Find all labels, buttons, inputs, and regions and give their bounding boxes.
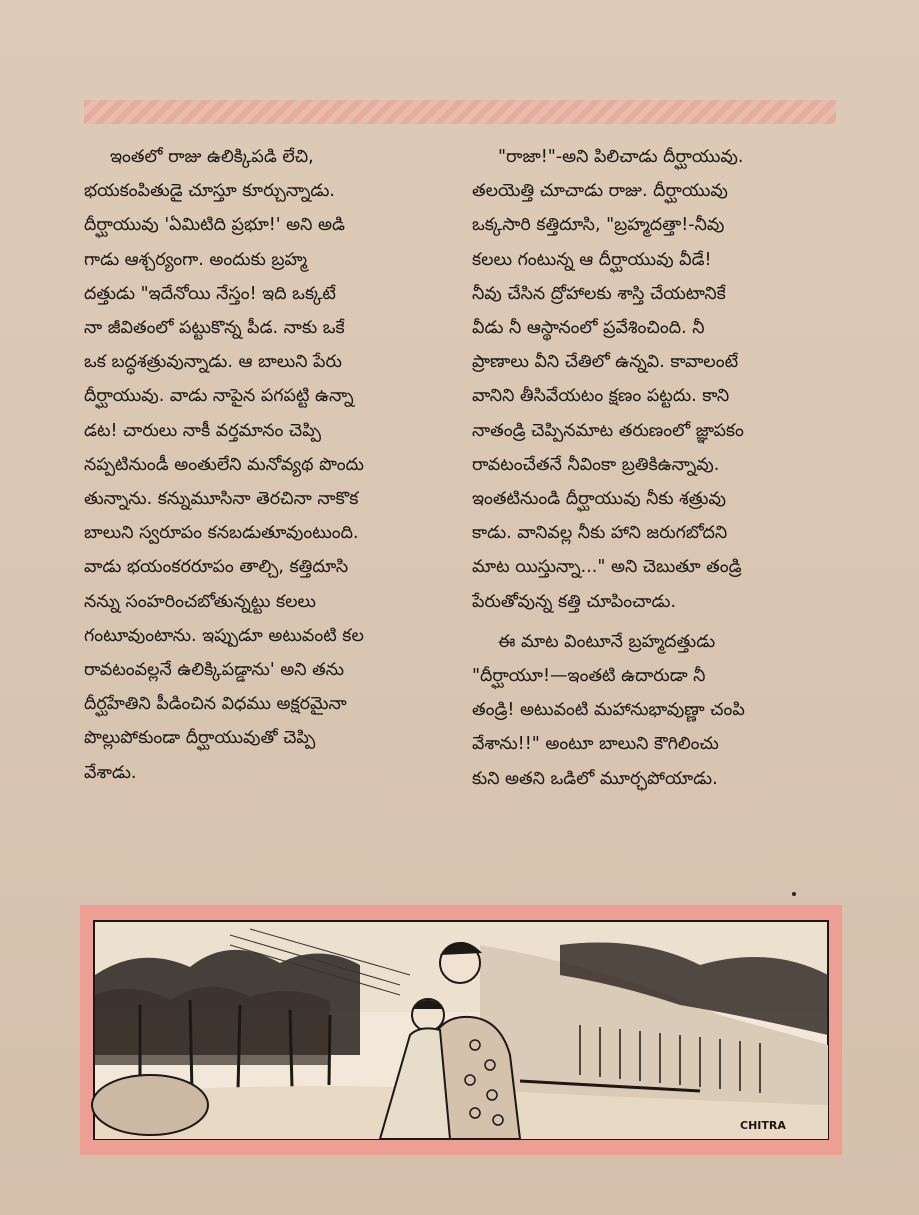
embrace-scene-illustration [80,905,842,1155]
left-column-text-line: దీర్ఘాయువు. వాడు నాపైన పగపట్టి ఉన్నా [84,386,354,407]
right-text-column [472,140,842,802]
left-column-text-line: డట! చారులు నాకీ వర్తమానం చెప్పి [84,420,322,441]
right-column-text-line: కలలు గంటున్న ఆ దీర్ఘాయువు వీడే! [472,249,712,270]
left-column-text-line: తున్నాను. కన్నుమూసినా తెరచినా నాకొక [84,489,359,510]
left-column-text-line: వేశాడు. [84,762,137,783]
right-column-text-line: వీడు నీ ఆస్థానంలో ప్రవేశించింది. నీ [472,318,705,339]
ink-speck [792,892,796,896]
right-column-text-line: రావటంచేతనే నీవింకా బ్రతికిఉన్నావు. [472,454,720,475]
left-column-text-line: దీర్ఘాయువు 'ఏమిటిది ప్రభూ!' అని అడి [84,215,345,236]
right-column-text-line: ప్రాణాలు వీని చేతిలో ఉన్నవి. కావాలంటే [472,352,739,373]
left-column-text-line: ఒక బద్ధశత్రువున్నాడు. ఆ బాలుని పేరు [84,352,342,373]
right-column-text-line: కాడు. వానివల్ల నీకు హాని జరుగబోదని [472,523,728,544]
decorative-border-band [84,100,836,124]
right-column-text-line: మాట యిస్తున్నా..." అని చెబుతూ తండ్రి [472,557,742,578]
right-column-text-line: పేరుతోవున్న కత్తి చూపించాడు. [472,591,677,612]
left-column-text-line: దీర్ఘహేతిని పీడించిన విధము అక్షరమైనా [84,694,347,715]
right-column-text-line: కుని అతని ఒడిలో మూర్ఛపోయాడు. [472,768,718,789]
right-column-text-line: వేశాను!!" అంటూ బాలుని కౌగిలించు [472,734,719,755]
right-column-paragraph [472,140,842,619]
story-illustration [80,905,842,1155]
left-column-text-line: పొల్లుపోకుండా దీర్ఘాయువుతో చెప్పి [84,728,316,749]
right-column-text-line: నీవు చేసిన ద్రోహాలకు శాస్తి చేయటానికే [472,283,726,304]
right-column-text-line: ఇంతటినుండి దీర్ఘాయువు నీకు శత్రువు [472,489,726,510]
left-column-text-line: గాడు ఆశ్చర్యంగా. అందుకు బ్రహ్మ [84,249,308,270]
left-column-text-line: గంటూవుంటాను. ఇప్పుడూ అటువంటి కల [84,625,364,646]
left-column-text-line: ఇంతలో రాజు ఉలిక్కిపడి లేచి, [110,147,314,167]
right-column-text-line: "దీర్ఘాయూ!—ఇంతటి ఉదారుడా నీ [472,666,706,687]
left-column-text-line: భయకంపితుడై చూస్తూ కూర్చున్నాడు. [84,181,335,202]
left-column-text-line: రావటంవల్లనే ఉలిక్కిపడ్డాను' అని తను [84,660,345,681]
left-text-column [84,140,454,796]
left-column-paragraph [84,140,454,790]
artist-signature: CHITRA [740,1119,786,1132]
right-column-text-line: తండ్రి! అటువంటి మహానుభావుణ్ణా చంపి [472,700,745,721]
left-column-text-line: నన్ను సంహరించబోతున్నట్టు కలలు [84,591,316,612]
left-column-text-line: వాడు భయంకరరూపం తాల్చి, కత్తిదూసి [84,557,349,578]
left-column-text-line: నప్పటినుండీ అంతులేని మనోవ్యథ పొందు [84,454,364,475]
right-column-text-line: వానిని తీసివేయటం క్షణం పట్టదు. కాని [472,386,730,407]
left-column-text-line: దత్తుడు "ఇదేనోయి నేస్తం! ఇది ఒక్కటే [84,283,336,304]
right-column-text-line: "రాజా!"-అని పిలిచాడు దీర్ఘాయువు. [498,147,744,167]
left-column-text-line: బాలుని స్వరూపం కనబడుతూవుంటుంది. [84,523,359,544]
right-column-text-line: నాతండ్రి చెప్పినమాట తరుణంలో జ్ఞాపకం [472,420,744,441]
right-column-text-line: ఒక్కసారి కత్తిదూసి, "బ్రహ్మదత్తా!-నీవు [472,215,725,236]
right-column-paragraph [472,625,842,796]
left-column-text-line: నా జీవితంలో పట్టుకొన్న పీడ. నాకు ఒకే [84,318,345,339]
right-column-text-line: తలయెత్తి చూచాడు రాజు. దీర్ఘాయువు [472,181,728,202]
right-column-text-line: ఈ మాట వింటూనే బ్రహ్మదత్తుడు [498,631,716,652]
